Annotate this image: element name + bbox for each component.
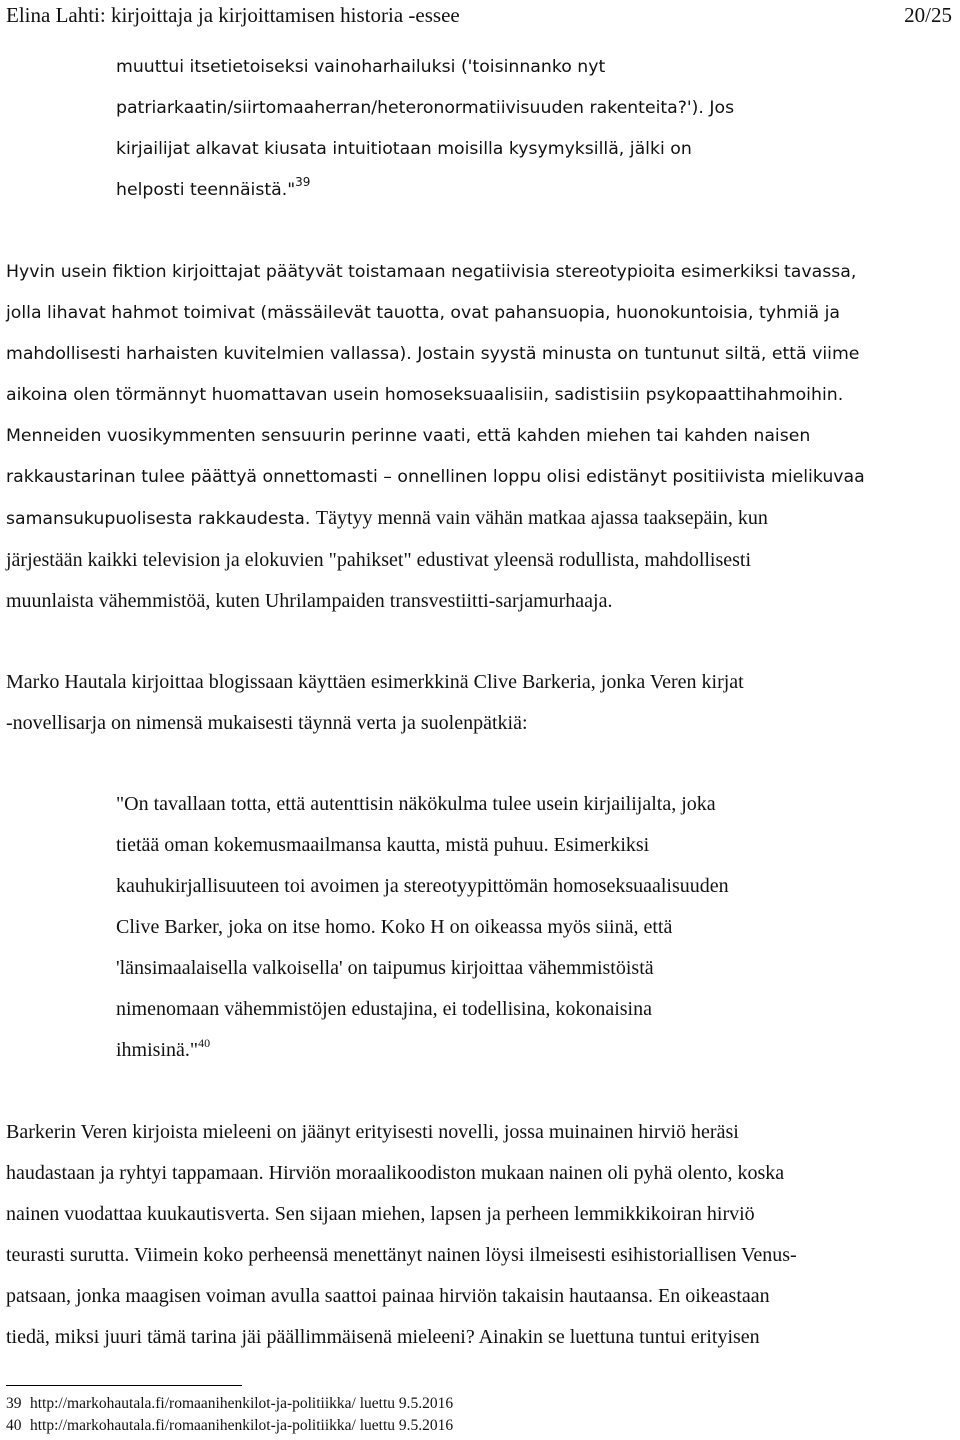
footnote-link[interactable]: http://markohautala.fi/romaanihenkilot-ja-politiikka/ luettu 9.5.2016	[30, 1395, 454, 1412]
paragraph-line: patsaan, jonka maagisen voiman avulla saattoi painaa hirviön takaisin hautaansa. En oikeastaan	[6, 1285, 770, 1307]
paragraph-line: jolla lihavat hahmot toimivat (mässäilevät tauotta, ovat pahansuopia, huonokuntoisia, tyhmiä ja	[6, 303, 841, 323]
quote-line: "On tavallaan totta, että autenttisin näkökulma tulee usein kirjailijalta, joka	[116, 793, 716, 815]
quote-line: ihmisinä."$^{40}$	[116, 1036, 211, 1061]
quote-line: muuttui itsetietoiseksi vainoharhailuksi ('toisinnanko nyt	[116, 57, 606, 77]
paragraph-line: haudastaan ja ryhtyi tappamaan. Hirviön moraalikoodiston mukaan nainen oli pyhä olento, koska	[6, 1162, 785, 1184]
paragraph-line: järjestään kaikki television ja elokuvien "pahikset" edustivat yleensä rodullista, mahdollisesti	[6, 549, 752, 571]
quote-line: kauhukirjallisuuteen toi avoimen ja stereotyypittömän homoseksuaalisuuden	[116, 875, 729, 897]
block-quote-2	[116, 784, 729, 1071]
paragraph-hautala	[6, 662, 744, 744]
footnote-number: 40	[6, 1417, 22, 1434]
paragraph-line: muunlaista vähemmistöä, kuten Uhrilampaiden transvestiitti-sarjamurhaaja.	[6, 590, 613, 612]
footnote-ref-39[interactable]: 39	[295, 175, 311, 189]
quote-line: kirjailijat alkavat kiusata intuitiotaan moisilla kysymyksillä, jälki on	[116, 139, 692, 159]
paragraph-line: Menneiden vuosikymmenten sensuurin perinne vaati, että kahden miehen tai kahden naisen	[6, 426, 811, 446]
page-header	[6, 0, 952, 30]
quote-line: 'länsimaalaisella valkoisella' on taipumus kirjoittaa vähemmistöistä	[116, 957, 654, 979]
paragraph-stereotypes	[6, 252, 859, 416]
quote-line: Clive Barker, joka on itse homo. Koko H on oikeassa myös siinä, että	[116, 916, 673, 938]
page-number: 20/25	[904, 2, 952, 27]
quote-line: tietää oman kokemusmaailmansa kautta, mistä puhuu. Esimerkiksi	[116, 834, 650, 856]
quote-line: nimenomaan vähemmistöjen edustajina, ei todellisina, kokonaisina	[116, 998, 652, 1020]
footnote-ref-40[interactable]: 40	[198, 1036, 211, 1050]
paragraph-line: rakkaustarinan tulee päättyä onnettomasti – onnellinen loppu olisi edistänyt positiivista mielikuvaa	[6, 467, 865, 487]
paragraph-line: -novellisarja on nimensä mukaisesti täynnä verta ja suolenpätkiä:	[6, 712, 528, 734]
paragraph-barker-story	[6, 1112, 797, 1358]
footnote-40	[6, 1415, 453, 1437]
block-quote-1	[116, 47, 734, 211]
paragraph-line: Barkerin Veren kirjoista mieleeni on jäänyt erityisesti novelli, jossa muinainen hirviö heräsi	[6, 1121, 739, 1143]
quote-line: patriarkaatin/siirtomaaherran/heteronormatiivisuuden rakenteita?'). Jos	[116, 98, 735, 118]
footnote-39	[6, 1393, 453, 1415]
footnotes	[6, 1393, 453, 1437]
paragraph-line: tiedä, miksi juuri tämä tarina jäi päällimmäisenä mieleeni? Ainakin se luettuna tuntui erityisen	[6, 1326, 760, 1348]
paragraph-line: nainen vuodattaa kuukautisverta. Sen sijaan miehen, lapsen ja perheen lemmikkikoiran hirviö	[6, 1203, 755, 1225]
paragraph-line: samansukupuolisesta rakkaudesta. Täytyy mennä vain vähän matkaa ajassa taaksepäin, kun	[6, 507, 768, 529]
quote-line: helposti teennäistä."$^{39}$	[116, 175, 311, 200]
paragraph-censorship	[6, 416, 865, 622]
paragraph-line: aikoina olen törmännyt huomattavan usein homoseksuaalisiin, sadistisiin psykopaattihahmoihin.	[6, 385, 844, 405]
paragraph-line: teurasti surutta. Viimein koko perheensä menettänyt nainen löysi ilmeisesti esihistoriallisen Venus-	[6, 1244, 797, 1266]
footnote-number: 39	[6, 1395, 22, 1412]
paragraph-line: Hyvin usein fiktion kirjoittajat päätyvät toistamaan negatiivisia stereotypioita esimerkiksi tavassa,	[6, 262, 857, 282]
document-title: Elina Lahti: kirjoittaja ja kirjoittamisen historia -essee	[6, 2, 460, 27]
paragraph-line: mahdollisesti harhaisten kuvitelmien vallassa). Jostain syystä minusta on tuntunut siltä, että viime	[6, 344, 860, 364]
paragraph-line-tail: Täytyy mennä vain vähän matkaa ajassa taaksepäin, kun	[315, 507, 768, 529]
footnote-link[interactable]: http://markohautala.fi/romaanihenkilot-ja-politiikka/ luettu 9.5.2016	[30, 1417, 454, 1434]
footnote-divider	[6, 1385, 242, 1386]
paragraph-line: Marko Hautala kirjoittaa blogissaan käyttäen esimerkkinä Clive Barkeria, jonka Veren kirjat	[6, 671, 744, 693]
